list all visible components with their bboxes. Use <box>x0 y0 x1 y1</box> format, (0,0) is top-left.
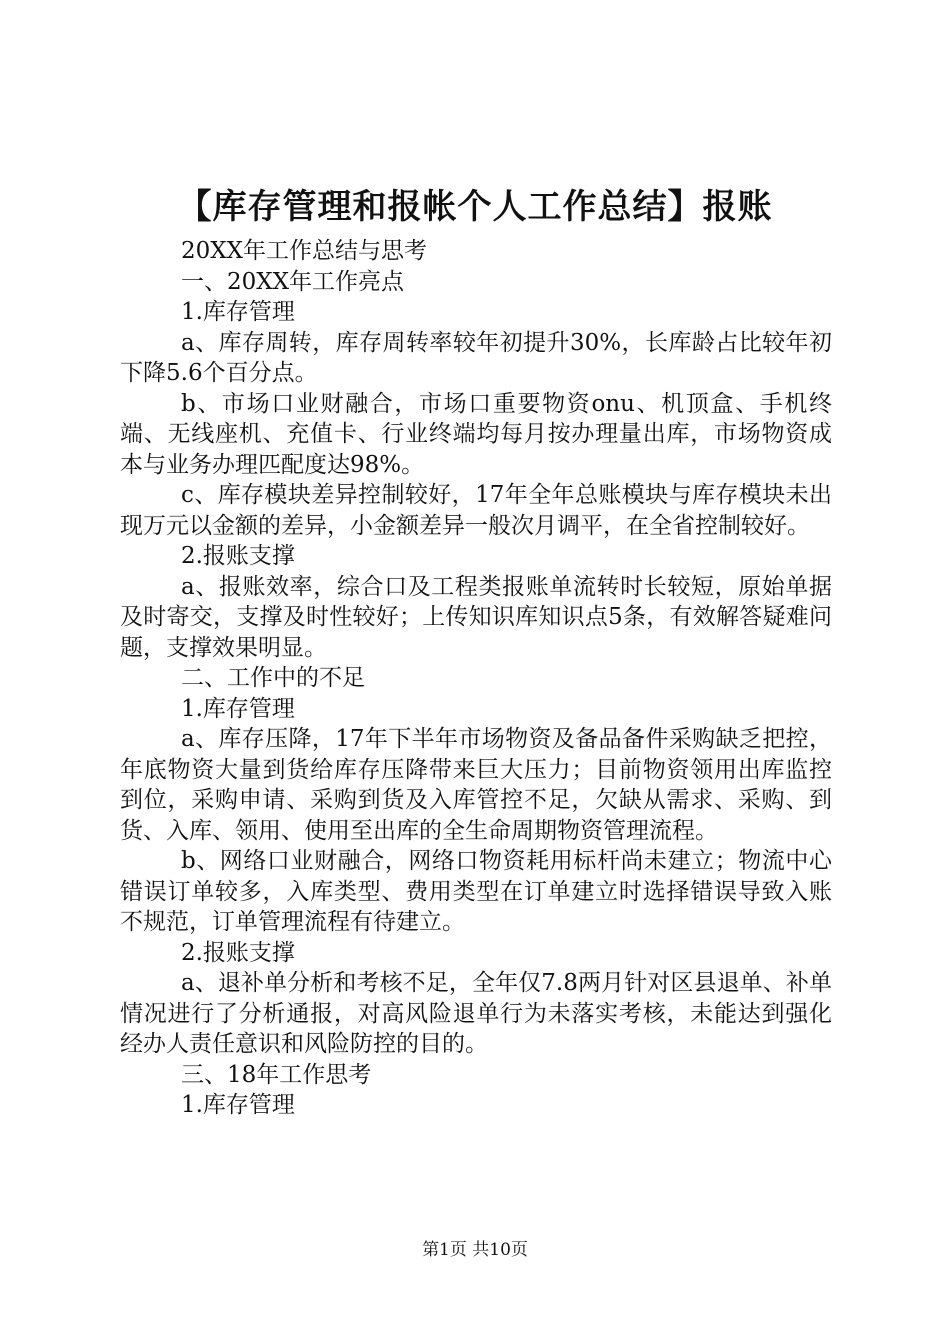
paragraph: c、库存模块差异控制较好，17年全年总账模块与库存模块未出现万元以金额的差异，小金额差异一般次月调平，在全省控制较好。 <box>120 482 832 539</box>
section-heading: 三、18年工作思考 <box>180 1061 372 1088</box>
document-title: 【库存管理和报帐个人工作总结】报账 <box>177 187 773 227</box>
subsection-heading: 1.库存管理 <box>180 299 295 325</box>
subsection-heading: 2.报账支撑 <box>180 543 295 569</box>
paragraph: a、库存周转，库存周转率较年初提升30%，长库龄占比较年初下降5.6个百分点。 <box>120 329 832 386</box>
paragraph: 20XX年工作总结与思考 <box>180 238 427 264</box>
paragraph: b、市场口业财融合，市场口重要物资onu、机顶盒、手机终端、无线座机、充值卡、行业终端均每月按办理量出库，市场物资成本与业务办理匹配度达98%。 <box>120 390 832 478</box>
paragraph: a、退补单分析和考核不足，全年仅7.8两月针对区县退单、补单情况进行了分析通报，对高风险退单行为未落实考核，未能达到强化经办人责任意识和风险防控的目的。 <box>120 970 832 1057</box>
section-heading: 一、20XX年工作亮点 <box>180 268 404 295</box>
subsection-heading: 1.库存管理 <box>180 1092 295 1118</box>
section-heading: 二、工作中的不足 <box>180 665 365 691</box>
page-number-footer: 第1页 共10页 <box>422 1240 528 1260</box>
paragraph: b、网络口业财融合，网络口物资耗用标杆尚未建立；物流中心错误订单较多，入库类型、费用类型在订单建立时选择错误导致入账不规范，订单管理流程有待建立。 <box>120 848 832 935</box>
subsection-heading: 2.报账支撑 <box>180 939 295 966</box>
document-body <box>120 236 832 1121</box>
subsection-heading: 1.库存管理 <box>180 695 295 722</box>
paragraph: a、报账效率，综合口及工程类报账单流转时长较短，原始单据及时寄交，支撑及时性较好；上传知识库知识点5条，有效解答疑难问题，支撑效果明显。 <box>120 573 832 661</box>
paragraph: a、库存压降，17年下半年市场物资及备品备件采购缺乏把控，年底物资大量到货给库存压降带来巨大压力；目前物资领用出库监控到位，采购申请、采购到货及入库管控不足，欠缺从需求、采购、到货、入库、领用、使用至出库的全生命周期物资管理流程。 <box>120 726 832 844</box>
